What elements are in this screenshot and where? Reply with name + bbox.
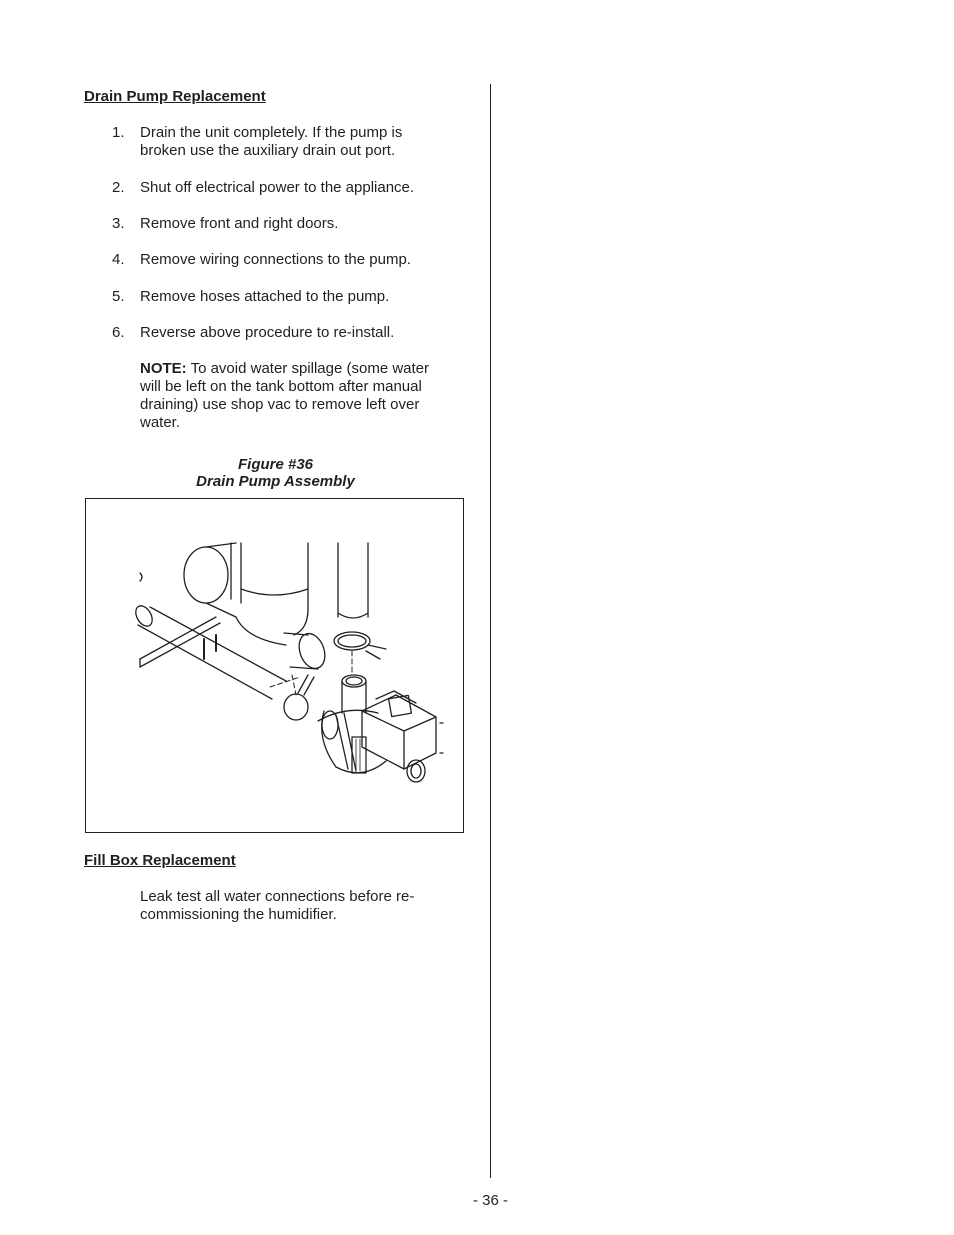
figure-title: Drain Pump Assembly <box>196 473 355 490</box>
note-text: To avoid water spillage (some water will be left on the tank bottom after manual draining) use shop vac to remove left over water. <box>140 360 430 431</box>
step-number: 4. <box>112 251 125 268</box>
fill-box-body: Leak test all water connections before re-commissioning the humidifier. <box>140 888 415 923</box>
step-number: 6. <box>112 324 125 341</box>
step-number: 3. <box>112 215 125 232</box>
step-number: 1. <box>112 124 125 141</box>
step-text: Reverse above procedure to re-install. <box>140 324 395 341</box>
drain-pump-heading: Drain Pump Replacement <box>84 88 266 105</box>
step-text: Remove hoses attached to the pump. <box>140 288 390 305</box>
figure-caption <box>85 456 466 490</box>
drain-pump-assembly-illustration <box>86 499 462 831</box>
step-text: Remove wiring connections to the pump. <box>140 251 411 268</box>
figure-frame <box>85 498 464 833</box>
note-label: NOTE: <box>140 360 187 377</box>
step-number: 2. <box>112 179 125 196</box>
step-text: Remove front and right doors. <box>140 215 339 232</box>
fill-box-heading: Fill Box Replacement <box>84 852 236 869</box>
step-text: Shut off electrical power to the appliance. <box>140 179 415 196</box>
step-text: Drain the unit completely. If the pump is broken use the auxiliary drain out port. <box>140 124 403 159</box>
step-number: 5. <box>112 288 125 305</box>
note-paragraph <box>140 360 450 432</box>
figure-number: Figure #36 <box>237 456 314 473</box>
page-number: - 36 - <box>473 1192 509 1209</box>
column-divider <box>490 84 491 1178</box>
